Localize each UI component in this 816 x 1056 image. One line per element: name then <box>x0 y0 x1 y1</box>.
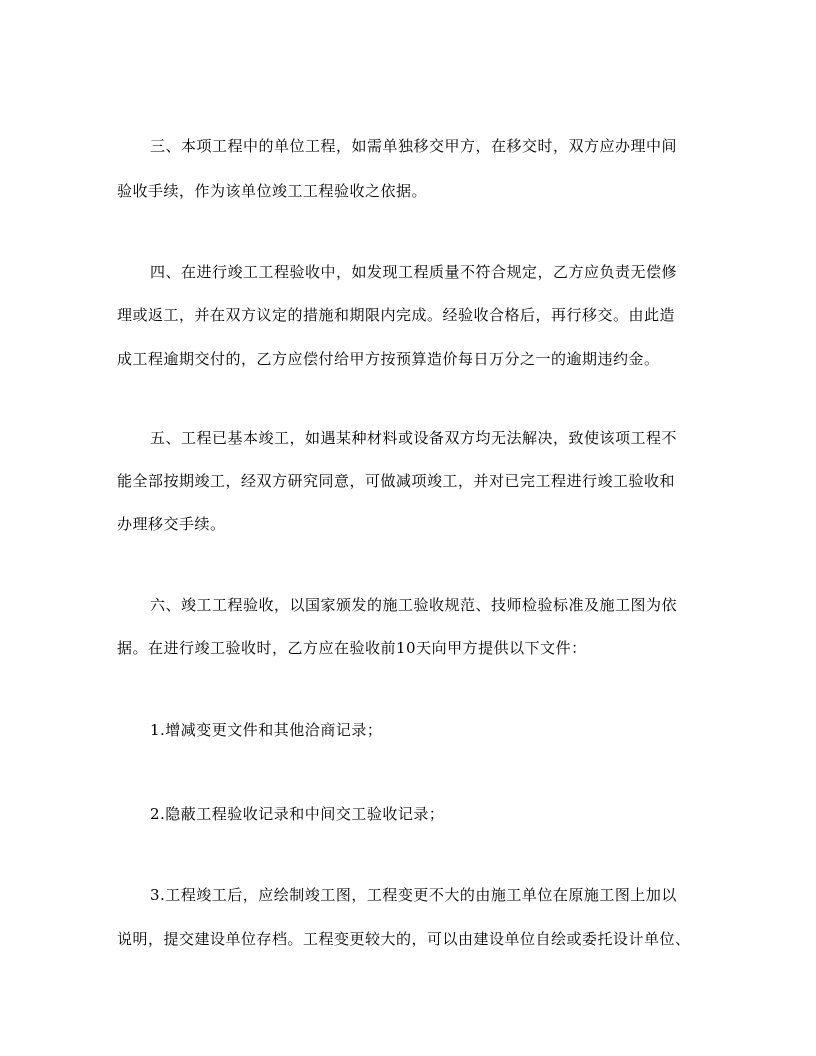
paragraph-4-line-3: 成工程逾期交付的，乙方应偿付给甲方按预算造价每日万分之一的逾期违约金。 <box>117 350 660 368</box>
paragraph-6-line-1: 六、竣工工程验收，以国家颁发的施工验收规范、技师检验标准及施工图为依 <box>150 596 678 614</box>
list-item-2: 2.隐蔽工程验收记录和中间交工验收记录； <box>150 805 445 823</box>
list-item-3-line-1: 3.工程竣工后，应绘制竣工图，工程变更不大的由施工单位在原施工图上加以 <box>150 886 677 904</box>
paragraph-5-line-3: 办理移交手续。 <box>117 515 226 533</box>
list-item-3-line-2: 说明，提交建设单位存档。工程变更较大的，可以由建设单位自绘或委托设计单位、 <box>117 930 691 948</box>
list-item-1: 1.增减变更文件和其他洽商记录； <box>150 721 383 739</box>
paragraph-6-line-2: 据。在进行竣工验收时，乙方应在验收前10天向甲方提供以下文件： <box>117 639 587 657</box>
paragraph-5-line-1: 五、工程已基本竣工，如遇某种材料或设备双方均无法解决，致使该项工程不 <box>150 429 678 447</box>
paragraph-5-line-2: 能全部按期竣工，经双方研究同意，可做减项竣工，并对已完工程进行竣工验收和 <box>117 472 676 490</box>
paragraph-4-line-1: 四、在进行竣工工程验收中，如发现工程质量不符合规定，乙方应负责无偿修 <box>150 263 678 281</box>
paragraph-3-line-2: 验收手续，作为该单位竣工工程验收之依据。 <box>117 182 428 200</box>
paragraph-4-line-2: 理或返工，并在双方议定的措施和期限内完成。经验收合格后，再行移交。由此造 <box>117 306 676 324</box>
paragraph-3-line-1: 三、本项工程中的单位工程，如需单独移交甲方，在移交时，双方应办理中间 <box>150 137 678 155</box>
